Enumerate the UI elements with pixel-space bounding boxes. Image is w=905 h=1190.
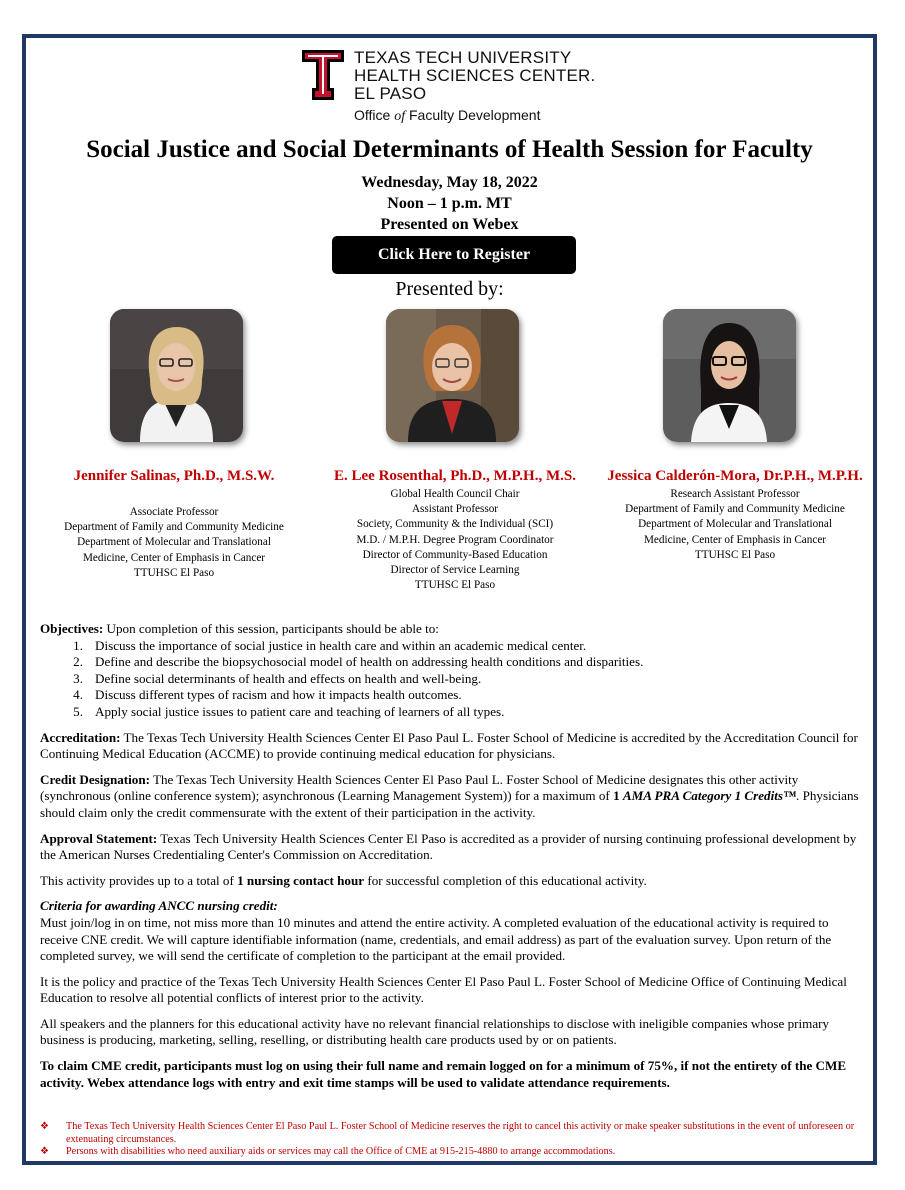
speaker-title-line: Associate Professor bbox=[129, 506, 219, 518]
document-body bbox=[40, 621, 862, 1100]
event-time: Noon – 1 p.m. MT bbox=[387, 195, 512, 212]
speaker-title-line: Department of Molecular and Translational bbox=[638, 518, 832, 531]
logo-line-1: TEXAS TECH UNIVERSITY bbox=[354, 48, 572, 67]
speaker-card bbox=[40, 467, 308, 581]
speaker-titles bbox=[601, 487, 869, 563]
nursing-contact-paragraph: This activity provides up to a total of 1 nursing contact hour for successful completion of this educational activity. bbox=[40, 872, 647, 888]
speaker-title-line: Department of Family and Community Medicine bbox=[625, 503, 845, 516]
register-button[interactable]: Click Here to Register bbox=[332, 236, 576, 274]
speaker-photo-calderon-mora bbox=[663, 309, 796, 442]
speaker-title-line: TTUHSC El Paso bbox=[414, 579, 496, 592]
speaker-title-line: Medicine, Center of Emphasis in Cancer bbox=[82, 551, 266, 564]
claim-credit-paragraph: To claim CME credit, participants must log on using their full name and remain logged on for a minimum of 75%, if not the entirety of the CME activity. Webex attendance logs with entry and exit time stamps will be used to validate attendance requirements. bbox=[40, 1058, 847, 1090]
speaker-titles bbox=[40, 505, 308, 581]
speaker-card bbox=[325, 467, 585, 593]
credit-designation-paragraph: Credit Designation: The Texas Tech University Health Sciences Center El Paso Paul L. Foster School of Medicine designates this other activity (synchronous (online conference system); asynchronous (Learning Management System)) for a maximum of 1 AMA PRA Category 1 Credits™. Physicians should claim only the credit commensurate with the extent of their participation in the activity. bbox=[40, 771, 859, 820]
event-platform: Presented on Webex bbox=[380, 216, 519, 233]
accreditation-paragraph: Accreditation: The Texas Tech University Health Sciences Center El Paso Paul L. Foster School of Medicine is accredited by the Accreditation Council for Continuing Medical Education (ACCME) to provide continuing medical education for physicians. bbox=[40, 729, 858, 762]
disclosure-paragraph: All speakers and the planners for this educational activity have no relevant financial relationships to disclose with ineligible companies whose primary business is producing, marketing, selling, reselling, or distributing health care products used by or on patients. bbox=[40, 1015, 830, 1048]
list-item: ❖ The Texas Tech University Health Sciences Center El Paso Paul L. Foster School of Medicine reserves the right to cancel this activity or make speaker substitutions in the event of unforeseen or extenuating circumstances. bbox=[40, 1121, 855, 1145]
speaker-photo-rosenthal bbox=[386, 309, 519, 442]
double-t-logo-icon bbox=[300, 48, 346, 102]
office-of-faculty-development: Office of Faculty Development bbox=[354, 107, 541, 124]
objectives-intro: Objectives: Upon completion of this session, participants should be able to: bbox=[40, 621, 439, 636]
ttuhsc-logo bbox=[300, 48, 660, 128]
event-date: Wednesday, May 18, 2022 bbox=[361, 174, 538, 191]
speaker-title-line: Assistant Professor bbox=[411, 503, 499, 516]
speaker-name: Jennifer Salinas, Ph.D., M.S.W. bbox=[73, 468, 275, 484]
speaker-card bbox=[601, 467, 869, 563]
list-item: ❖ Persons with disabilities who need auxiliary aids or services may call the Office of CME at 915-215-4880 to arrange accommodations. bbox=[40, 1146, 616, 1157]
speaker-title-line: TTUHSC El Paso bbox=[694, 548, 776, 561]
speaker-name: E. Lee Rosenthal, Ph.D., M.P.H., M.S. bbox=[334, 468, 576, 484]
list-item: 3. Define social determinants of health and effects on health and well-being. bbox=[73, 670, 482, 686]
speaker-title-line: Global Health Council Chair bbox=[390, 488, 520, 500]
footnotes bbox=[40, 1121, 862, 1159]
presented-by-heading: Presented by: bbox=[395, 278, 504, 300]
list-item: 2. Define and describe the biopsychosocial model of health on addressing health conditions and disparities. bbox=[73, 654, 644, 670]
speaker-title-line: Director of Service Learning bbox=[390, 564, 520, 577]
speaker-titles bbox=[325, 487, 585, 593]
objectives-list bbox=[40, 638, 862, 721]
speaker-photo-salinas bbox=[110, 309, 243, 442]
speaker-title-line: Director of Community-Based Education bbox=[362, 548, 548, 561]
approval-statement-paragraph: Approval Statement: Texas Tech University Health Sciences Center El Paso is accredited as a provider of nursing continuing professional development by the American Nurses Credentialing Center's Commission on Accreditation. bbox=[40, 830, 857, 863]
list-item: 4. Discuss different types of racism and how it impacts health outcomes. bbox=[73, 687, 462, 703]
diamond-bullet-icon: ❖ bbox=[40, 1146, 49, 1157]
speaker-title-line: Department of Family and Community Medicine bbox=[64, 521, 284, 534]
list-item: 5. Apply social justice issues to patient care and teaching of learners of all types. bbox=[73, 703, 505, 719]
diamond-bullet-icon: ❖ bbox=[40, 1121, 49, 1132]
speaker-name: Jessica Calderón-Mora, Dr.P.H., M.P.H. bbox=[607, 468, 863, 484]
criteria-paragraph: Must join/log in on time, not miss more than 10 minutes and attend the entire activity. A completed evaluation of the educational activity is required to receive CNE credit. We will capture identifiable information (name, credentials, and email address) as part of the evaluation survey. Upon return of the completed survey, we will send the certificate of completion to the participant at the email provided. bbox=[40, 914, 832, 964]
criteria-heading: Criteria for awarding ANCC nursing credit: bbox=[40, 898, 278, 914]
speaker-title-line: Society, Community & the Individual (SCI) bbox=[356, 518, 554, 531]
list-item: 1. Discuss the importance of social justice in health care and within an academic medical center. bbox=[73, 637, 587, 653]
logo-line-2: HEALTH SCIENCES CENTER. bbox=[354, 66, 596, 85]
speaker-title-line: Department of Molecular and Translational bbox=[77, 536, 271, 549]
event-title: Social Justice and Social Determinants of Health Session for Faculty bbox=[86, 136, 813, 163]
speaker-title-line: TTUHSC El Paso bbox=[133, 566, 215, 579]
speaker-title-line: Research Assistant Professor bbox=[670, 488, 800, 500]
logo-line-3: EL PASO bbox=[354, 84, 427, 103]
speaker-title-line: Medicine, Center of Emphasis in Cancer bbox=[643, 533, 827, 546]
policy-paragraph: It is the policy and practice of the Texas Tech University Health Sciences Center El Paso Paul L. Foster School of Medicine Office of Continuing Medical Education to resolve all potential conflicts of interest prior to the activity. bbox=[40, 973, 847, 1006]
speaker-title-line: M.D. / M.P.H. Degree Program Coordinator bbox=[356, 533, 554, 546]
